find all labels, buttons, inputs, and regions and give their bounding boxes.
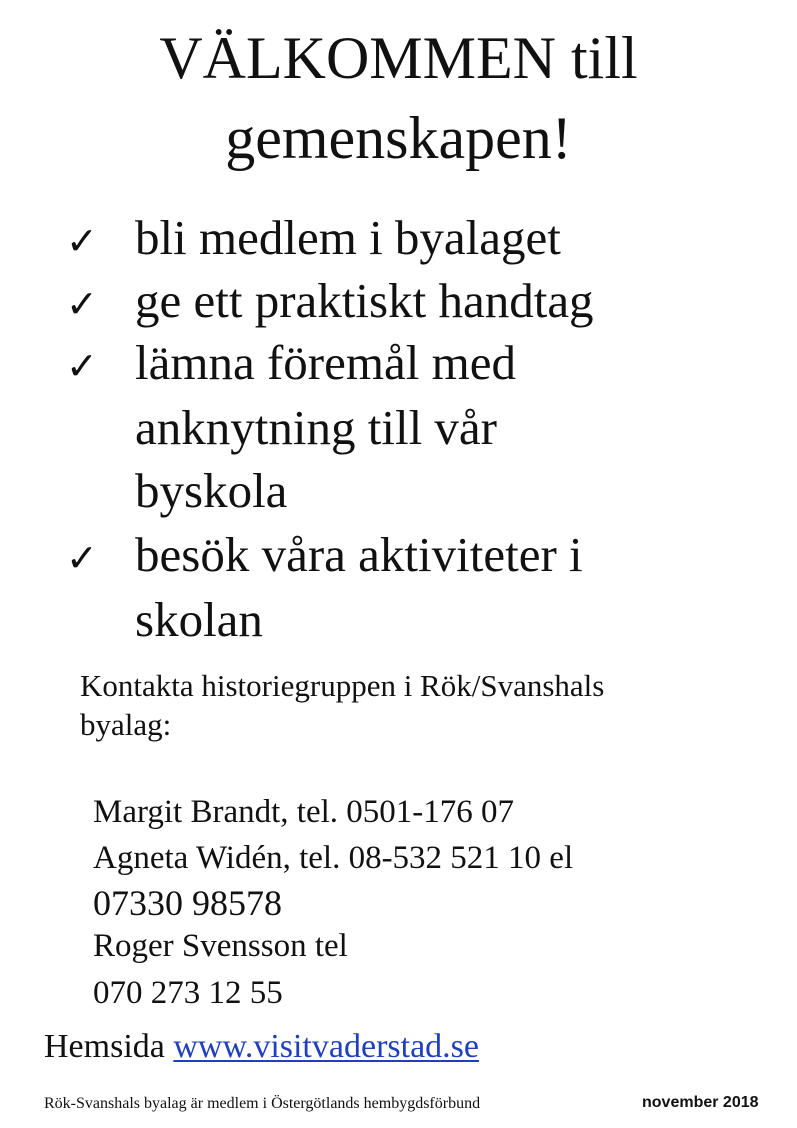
contact-phone-roger: 070 273 12 55 [93, 975, 283, 1011]
title-line-1: VÄLKOMMEN till [159, 25, 638, 91]
contact-intro-line-2: byalag: [80, 707, 172, 742]
check-mark-icon: ✓ [66, 219, 98, 263]
checklist-item-donate-line-3: byskola [135, 463, 288, 518]
check-mark-icon: ✓ [66, 282, 98, 326]
checklist-item-donate-line-2: anknytning till vår [135, 400, 497, 455]
homepage-line [44, 1030, 479, 1064]
check-mark-icon: ✓ [66, 344, 98, 388]
contact-person-agneta: Agneta Widén, tel. 08-532 521 10 el [93, 840, 574, 876]
homepage-label: Hemsida [44, 1028, 165, 1065]
contact-phone-agneta-mobile: 07330 98578 [93, 883, 282, 923]
homepage-link[interactable]: www.visitvaderstad.se [173, 1028, 479, 1065]
checklist-item-visit-line-2: skolan [135, 592, 263, 647]
checklist-item-donate-line-1: lämna föremål med [135, 335, 516, 390]
contact-intro-line-1: Kontakta historiegruppen i Rök/Svanshals [80, 668, 605, 703]
publication-date: november 2018 [642, 1094, 759, 1111]
contact-person-roger: Roger Svensson tel [93, 928, 348, 964]
contact-person-margit: Margit Brandt, tel. 0501-176 07 [93, 794, 515, 830]
title-line-2: gemenskapen! [225, 105, 572, 171]
checklist-item-visit-line-1: besök våra aktiviteter i [135, 527, 583, 582]
checklist-item-help: ge ett praktiskt handtag [135, 273, 594, 328]
checklist-item-membership: bli medlem i byalaget [135, 210, 561, 265]
membership-note: Rök-Svanshals byalag är medlem i Östergötlands hembygdsförbund [44, 1095, 481, 1112]
check-mark-icon: ✓ [66, 536, 98, 580]
